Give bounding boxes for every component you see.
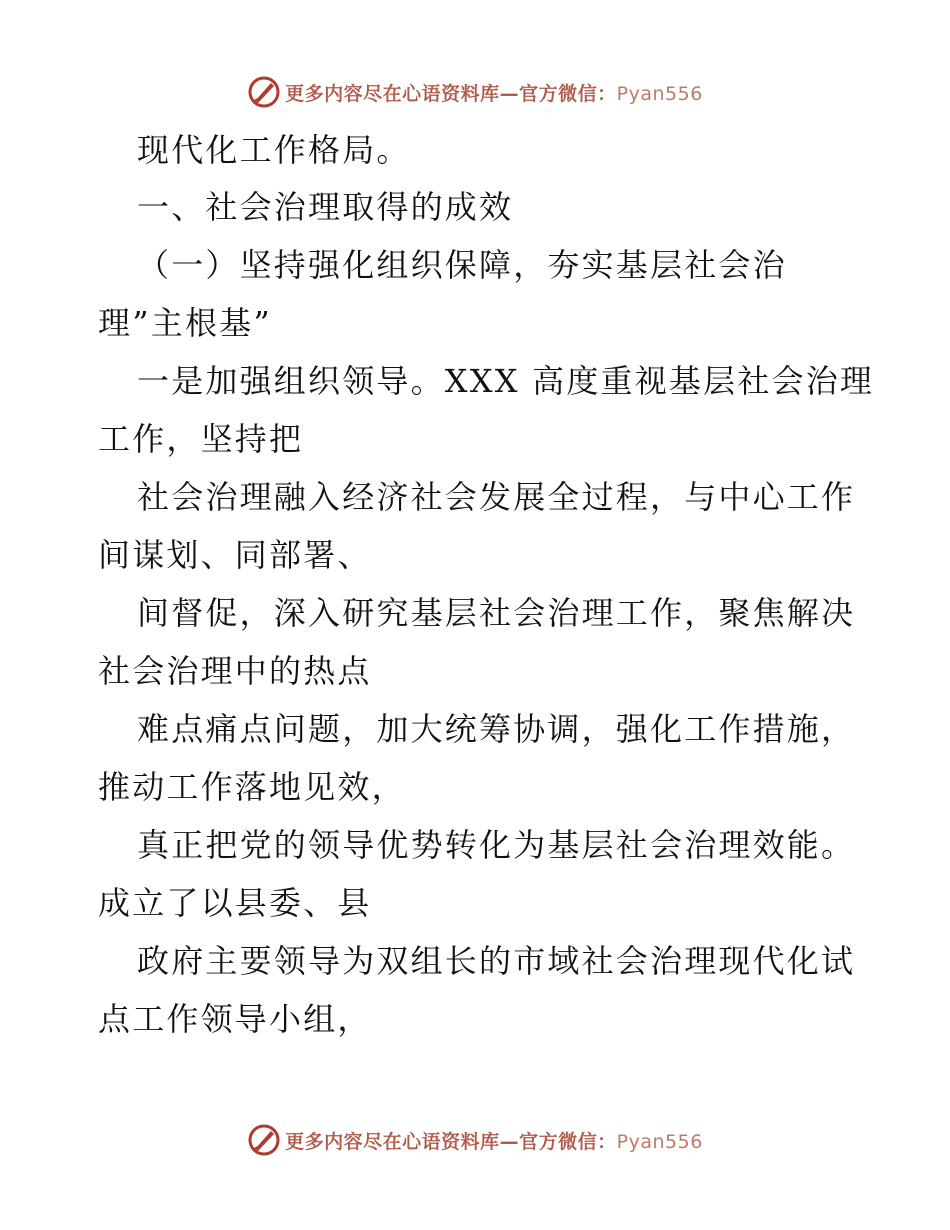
body-line: 成立了以县委、县 — [98, 884, 372, 922]
watermark-text: 更多内容尽在心语资料库—官方微信：Pyan556 — [285, 82, 703, 105]
body-line: 难点痛点问题，加大统筹协调，强化工作措施， — [137, 710, 856, 748]
section-heading: 一、社会治理取得的成效 — [137, 188, 514, 226]
wechat-id: Pyan556 — [616, 1130, 703, 1153]
wechat-id: Pyan556 — [616, 82, 703, 105]
watermark-text: 更多内容尽在心语资料库—官方微信：Pyan556 — [285, 1130, 703, 1153]
body-line: 间督促，深入研究基层社会治理工作，聚焦解决 — [137, 594, 856, 632]
body-line: 点工作领导小组， — [98, 1000, 372, 1038]
body-line: 社会治理融入经济社会发展全过程，与中心工作 — [137, 478, 856, 516]
body-line: 一是加强组织领导。XXX 高度重视基层社会治理 — [137, 362, 875, 400]
quill-logo-icon — [247, 1123, 281, 1157]
body-line: 社会治理中的热点 — [98, 652, 372, 690]
body-line: 政府主要领导为双组长的市域社会治理现代化试 — [137, 942, 856, 980]
footer-watermark — [0, 1120, 950, 1160]
subsection-heading: （一）坚持强化组织保障，夯实基层社会治 — [137, 246, 787, 284]
body-line: 间谋划、同部署、 — [98, 536, 372, 574]
quill-logo-icon — [247, 75, 281, 109]
body-line: 现代化工作格局。 — [137, 131, 411, 169]
body-line: 推动工作落地见效， — [98, 768, 406, 806]
body-line: 工作，坚持把 — [98, 420, 304, 458]
header-watermark — [0, 72, 950, 112]
body-line: 真正把党的领导优势转化为基层社会治理效能。 — [137, 826, 856, 864]
subsection-heading-cont: 理”主根基” — [98, 304, 272, 342]
